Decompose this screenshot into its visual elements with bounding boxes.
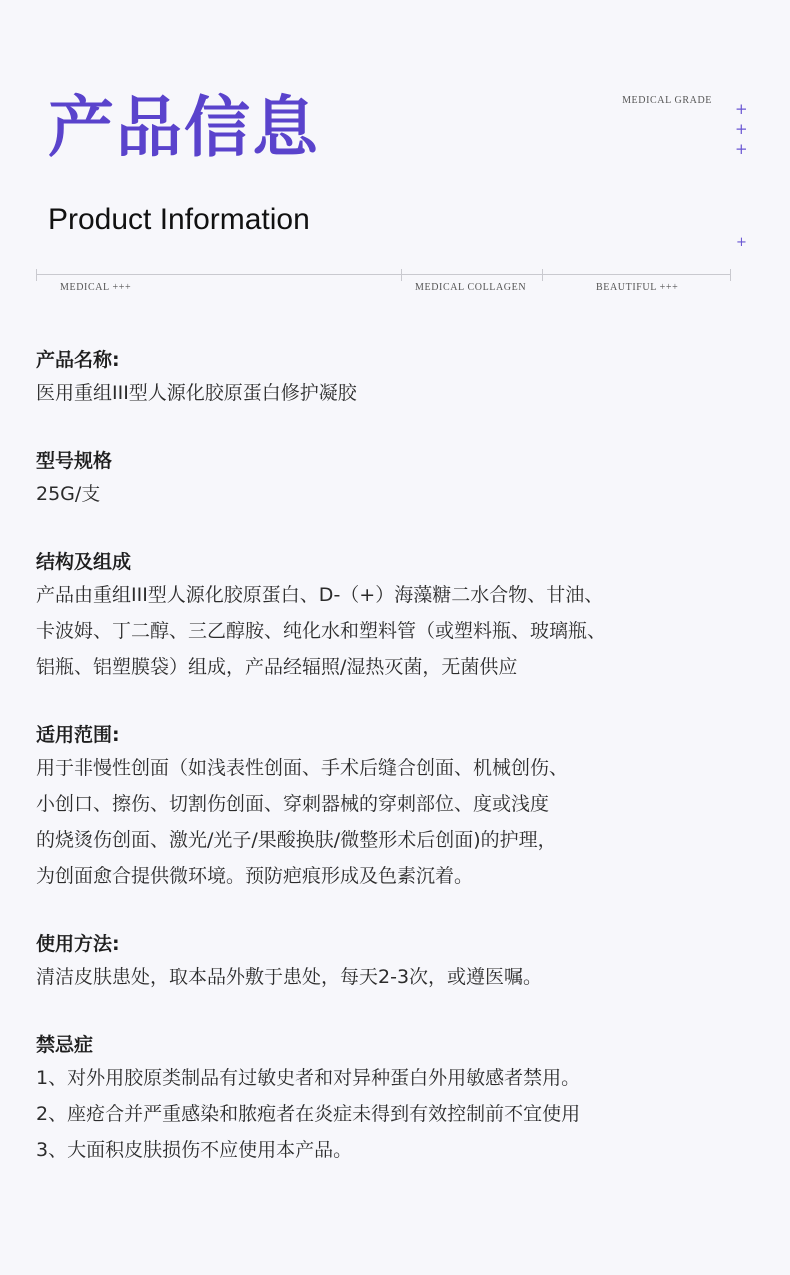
- page-title-cn: 产品信息: [48, 89, 320, 166]
- section-text: 的烧烫伤创面、激光/光子/果酸换肤/微整形术后创面)的护理，: [36, 829, 557, 851]
- section-text: 2、座疮合并严重感染和脓疱者在炎症未得到有效控制前不宜使用: [36, 1103, 581, 1125]
- section-text: 卡波姆、丁二醇、三乙醇胺、纯化水和塑料管（或塑料瓶、玻璃瓶、: [36, 620, 607, 642]
- section-model-spec: [36, 446, 766, 512]
- section-composition: [36, 547, 766, 685]
- medical-grade-label: MEDICAL GRADE: [622, 95, 712, 106]
- section-text: 为创面愈合提供微环境。预防疤痕形成及色素沉着。: [36, 865, 474, 887]
- section-label: 适用范围:: [36, 724, 120, 746]
- sparkle-icon: +: [735, 100, 748, 118]
- section-label: 使用方法:: [36, 933, 120, 955]
- product-info-body: [36, 345, 766, 1203]
- section-text: 3、大面积皮肤损伤不应使用本产品。: [36, 1139, 353, 1161]
- sparkle-icon: +: [735, 140, 748, 158]
- section-label: 禁忌症: [36, 1034, 94, 1056]
- divider-rule: [36, 274, 730, 275]
- section-product-name: [36, 345, 766, 411]
- section-scope: [36, 720, 766, 894]
- section-text: 产品由重组III型人源化胶原蛋白、D-（+）海藻糖二水合物、甘油、: [36, 584, 604, 606]
- section-text: 铝瓶、铝塑膜袋）组成，产品经辐照/湿热灭菌，无菌供应: [36, 656, 518, 678]
- rule-label-medical: MEDICAL +++: [60, 282, 132, 293]
- section-contraindications: [36, 1030, 766, 1168]
- section-text: 1、对外用胶原类制品有过敏史者和对异种蛋白外用敏感者禁用。: [36, 1067, 581, 1089]
- divider-tick: [36, 269, 37, 281]
- section-text: 用于非慢性创面（如浅表性创面、手术后缝合创面、机械创伤、: [36, 757, 569, 779]
- sparkle-icon: +: [736, 235, 747, 250]
- section-label: 型号规格: [36, 450, 113, 472]
- section-usage: [36, 929, 766, 995]
- section-text: 清洁皮肤患处，取本品外敷于患处，每天2-3次，或遵医嘱。: [36, 966, 543, 988]
- divider-tick: [542, 269, 543, 281]
- section-text: 小创口、擦伤、切割伤创面、穿刺器械的穿刺部位、度或浅度: [36, 793, 550, 815]
- rule-label-collagen: MEDICAL COLLAGEN: [415, 282, 527, 293]
- divider-tick: [401, 269, 402, 281]
- section-label: 结构及组成: [36, 551, 132, 573]
- sparkle-icon: +: [735, 120, 748, 138]
- rule-label-beautiful: BEAUTIFUL +++: [596, 282, 679, 293]
- section-text: 医用重组III型人源化胶原蛋白修护凝胶: [36, 382, 357, 404]
- divider-tick: [730, 269, 731, 281]
- page-title-en: Product Information: [48, 203, 310, 236]
- section-label: 产品名称:: [36, 349, 120, 371]
- section-text: 25G/支: [36, 483, 101, 505]
